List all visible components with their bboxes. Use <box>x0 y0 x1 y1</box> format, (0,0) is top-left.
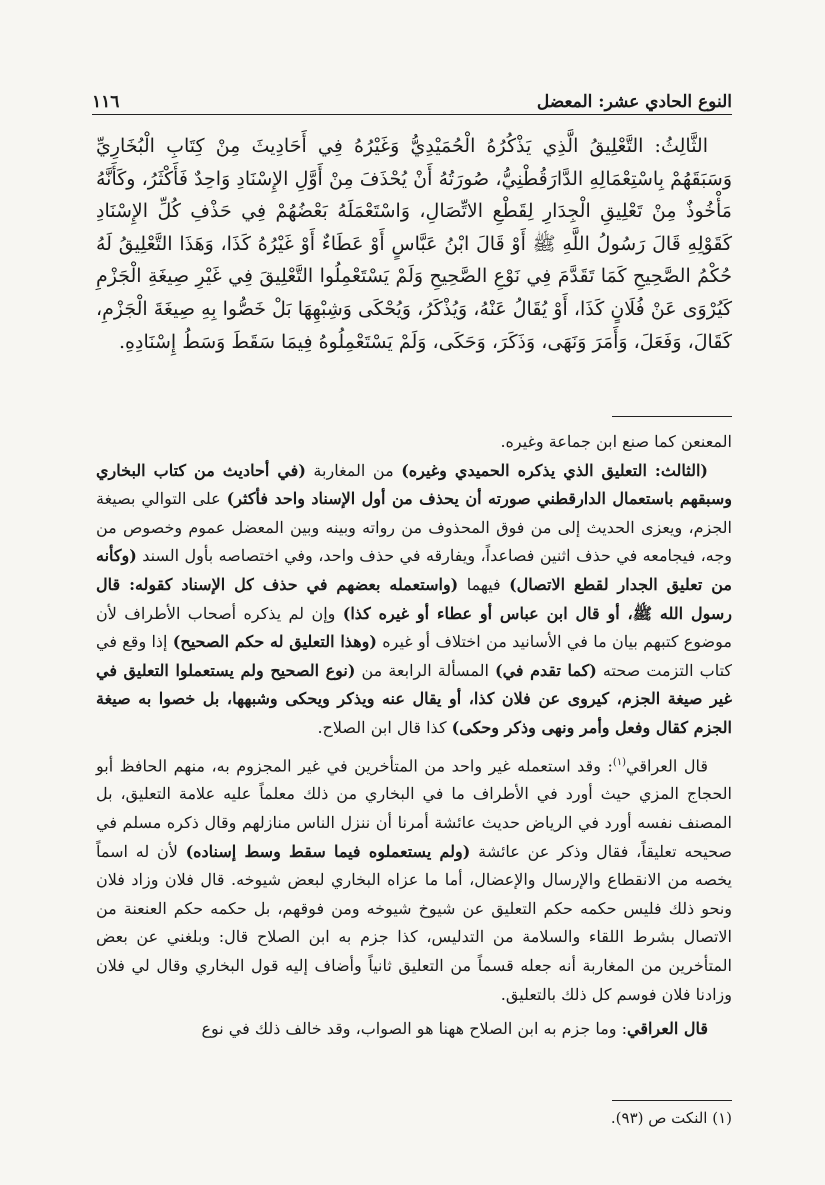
quoted-text: (وهذا التعليق له حكم الصحيح) <box>172 632 377 652</box>
quoted-text: (كما تقدم في) <box>495 660 597 680</box>
commentary-paragraph <box>96 749 732 1010</box>
page-number: ١١٦ <box>92 92 120 112</box>
commentary-text: على التوالي بصيغة الجزم، ويعزى الحديث إلى من فوق المحذوف من رواته وبينه وبين المعضل عموم وخصوص من وجه، فيجامعه في حذف اثنين فصاعداً، ويفارقه في حذف واحد، وفي اختصاصه بأول السند <box>96 489 733 566</box>
quoted-text: (واستعمله بعضهم في حذف كل الإسناد كقوله: قال رسول الله ﷺ، أو قال ابن عباس أو عطاء أو غيره كذا) <box>96 574 733 623</box>
commentary-text: : وقد استعمله غير واحد من المتأخرين في غير المجزوم به، منهم الحافظ أبو الحجاج المزي حيث أورد في الأطراف ما في البخاري من ذلك معلماً عليه علامة التعليق، بل المصنف نفسه أورد في الرياض حديث عائشة أمرنا أن ننزل الناس منازلهم وقال ذكره مسلم في صحيحه تعليقاً، فقال وذكر عن عائشة <box>96 755 732 861</box>
commentary-text: من المغاربة <box>305 460 402 480</box>
footnote: (١) النكت ص (٩٣). <box>610 1109 732 1127</box>
main-separator-rule <box>612 416 732 417</box>
commentary-text: المسألة الرابعة من <box>355 660 495 680</box>
quoted-text: (الثالث: التعليق الذي يذكره الحميدي وغيره) <box>401 460 708 480</box>
commentary-paragraph <box>96 428 732 457</box>
footnote-separator-rule <box>612 1100 732 1101</box>
commentary-text: لأن له اسماً يخصه من الانقطاع والإرسال والإعضال، أما ما عزاه البخاري لبعض شيوخه. قال فلان وزاد فلان ونحو ذلك فليس حكمه حكم التعليق عن شيوخ شيوخه ومن فوقهم، بل حكمه حكم العنعنة من الاتصال بشرط اللقاء والسلامة من التدليس، كذا جزم به ابن الصلاح قال: وبلغني عن بعض المتأخرين من المغاربة أنه جعله قسماً من التعليق ثانياً وأضاف إليه قول البخاري وقال لي فلان وزادنا فلان فوسم كل ذلك بالتعليق. <box>96 841 733 1004</box>
commentary-text: قال العراقي <box>626 755 709 775</box>
main-text <box>96 130 732 358</box>
commentary-text: وإن لم يذكره أصحاب الأطراف لأن موضوع كتبهم بيان ما في الأسانيد من اختلاف أو غيره <box>96 603 732 652</box>
commentary-paragraph <box>96 457 732 743</box>
commentary-text: إذا وقع في كتاب التزمت صحته <box>96 632 733 680</box>
chapter-title: النوع الحادي عشر: المعضل <box>536 92 732 112</box>
commentary <box>96 428 732 1044</box>
quoted-text: (وكأنه من تعليق الجدار لقطع الاتصال) <box>96 546 732 594</box>
footnote-marker: (١) <box>612 756 627 768</box>
page-header <box>92 84 732 112</box>
commentary-text: كذا قال ابن الصلاح. <box>317 717 452 737</box>
quoted-text: (ولم يستعملوه فيما سقط وسط إسناده) <box>185 841 471 861</box>
commentary-paragraph <box>96 1015 732 1044</box>
header-rule <box>92 114 732 115</box>
quoted-text: قال العراقي <box>626 1019 708 1039</box>
commentary-text: فيهما <box>458 574 510 594</box>
quoted-text: (نوع الصحيح ولم يستعملوا التعليق في غير صيغة الجزم، كيروى عن فلان كذا، أو يقال عنه ويذكر ويحكى وشبهها، بل خصوا به صيغة الجزم كقال وفعل وأمر ونهى وذكر وحكى) <box>96 660 732 737</box>
commentary-text: المعنعن كما صنع ابن جماعة وغيره. <box>500 432 732 451</box>
commentary-text: : وما جزم به ابن الصلاح ههنا هو الصواب، وقد خالف ذلك في نوع <box>201 1019 627 1039</box>
main-paragraph: الثَّالِثُ: التَّعْلِيقُ الَّذِي يَذْكُرُهُ الْحُمَيْدِيُّ وَغَيْرُهُ فِي أَحَادِيثَ مِنْ كِتَابِ الْبُخَارِيِّ وَسَبَقَهُمْ بِاسْتِعْمَالِهِ الدَّارَقُطْنِيُّ، صُورَتُهُ أَنْ يُحْذَفَ مِنْ أَوَّلِ الإِسْنَادِ وَاحِدٌ فَأَكْثَرُ، وكَأَنَّهُ مَأْخُوذٌ مِنْ تَعْلِيقِ الْجِدَارِ لِقَطْعِ الاتِّصَالِ، وَاسْتَعْمَلَهُ بَعْضُهُمْ فِي حَذْفِ كُلِّ الإِسْنَادِ كَقَوْلِهِ قَالَ رَسُولُ اللَّهِ ﷺ أَوْ قَالَ ابْنُ عَبَّاسٍ أَوْ عَطَاءٌ أَوْ غَيْرُهُ كَذَا، وَهَذَا التَّعْلِيقُ لَهُ حُكْمُ الصَّحِيحِ كَمَا تَقَدَّمَ فِي نَوْعِ الصَّحِيحِ وَلَمْ يَسْتَعْمِلُوا التَّعْلِيقَ فِي غَيْرِ صِيغَةِ الْجَزْمِ كَيُرْوَى عَنْ فُلَانٍ كَذَا، أَوْ يُقَالُ عَنْهُ، وَيُذْكَرُ، وَيُحْكَى وَشِبْهِهَا بَلْ خَصُّوا بِهِ صِيغَةَ الْجَزْمِ، كَقَالَ، وَفَعَلَ، وَأَمَرَ وَنَهَى، وَذَكَرَ، وَحَكَى، وَلَمْ يَسْتَعْمِلُوهُ فِيمَا سَقَطَ وَسَطُ إِسْنَادِهِ. <box>96 135 732 353</box>
quoted-text: (في أحاديث من كتاب البخاري وسبقهم باستعمال الدارقطني صورته أن يحذف من أول الإسناد واحد فأكثر) <box>96 460 733 509</box>
